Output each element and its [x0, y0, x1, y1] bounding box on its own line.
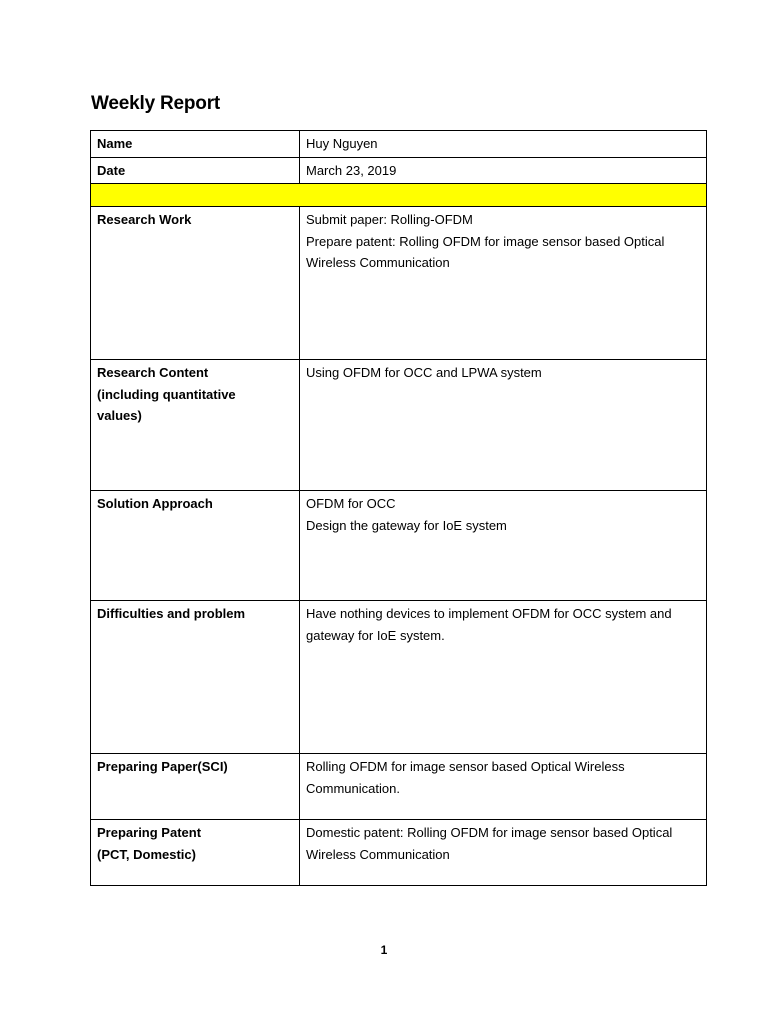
row-value-preparing-patent: Domestic patent: Rolling OFDM for image sensor based Optical Wireless Communication	[300, 820, 707, 886]
table-row-difficulties	[91, 601, 707, 754]
table-row-solution-approach	[91, 491, 707, 601]
row-value-solution-approach: OFDM for OCC Design the gateway for IoE system	[300, 491, 707, 601]
table-row-date	[91, 157, 707, 184]
table-row-research-content	[91, 360, 707, 491]
row-value-difficulties: Have nothing devices to implement OFDM for OCC system and gateway for IoE system.	[300, 601, 707, 754]
report-title: Weekly Report	[91, 93, 221, 114]
highlight-bar	[91, 184, 707, 207]
highlight-row	[91, 184, 707, 207]
row-value-research-content: Using OFDM for OCC and LPWA system	[300, 360, 707, 491]
page-number: 1	[380, 943, 388, 957]
row-label-research-work: Research Work	[91, 207, 300, 360]
row-value-research-work: Submit paper: Rolling-OFDM Prepare patent: Rolling OFDM for image sensor based Optical Wireless Communication	[300, 207, 707, 360]
row-label-preparing-paper: Preparing Paper(SCI)	[91, 754, 300, 820]
table-row-preparing-patent	[91, 820, 707, 886]
row-label-date: Date	[91, 157, 300, 184]
table-row-preparing-paper	[91, 754, 707, 820]
row-label-difficulties: Difficulties and problem	[91, 601, 300, 754]
row-value-name: Huy Nguyen	[300, 131, 707, 158]
table-row-research-work	[91, 207, 707, 360]
row-label-preparing-patent: Preparing Patent (PCT, Domestic)	[91, 820, 300, 886]
row-value-preparing-paper: Rolling OFDM for image sensor based Optical Wireless Communication.	[300, 754, 707, 820]
row-label-research-content: Research Content (including quantitative values)	[91, 360, 300, 491]
report-table	[90, 130, 707, 886]
row-value-date: March 23, 2019	[300, 157, 707, 184]
row-label-solution-approach: Solution Approach	[91, 491, 300, 601]
row-label-name: Name	[91, 131, 300, 158]
table-row-name	[91, 131, 707, 158]
